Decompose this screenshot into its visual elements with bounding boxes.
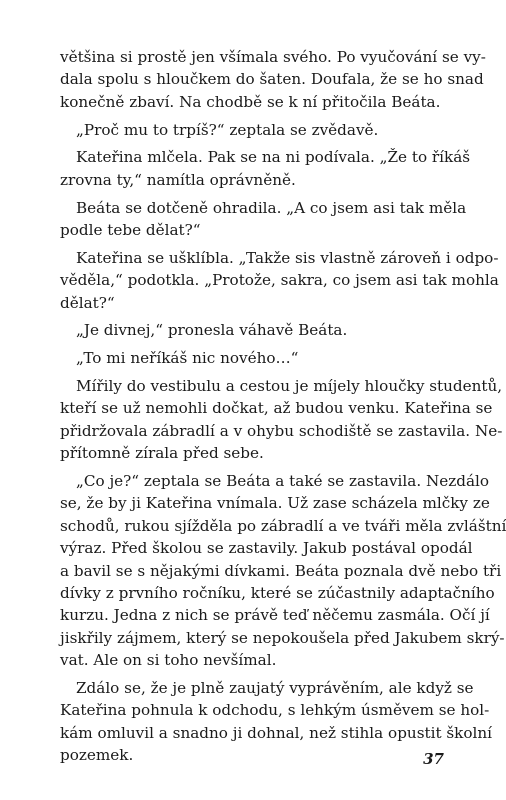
text-line: „Je divnej,“ pronesla váhavě Beáta. [76, 321, 348, 340]
paragraph [60, 46, 486, 113]
text-line: přidržovala zábradlí a v ohybu schodiště se zastavila. Ne- [60, 421, 503, 440]
text-line: kteří se už nemohli dočkat, až budou venku. Kateřina se [60, 399, 493, 418]
text-line: kám omluvil a snadno ji dohnal, než stihla opustit školní [60, 723, 493, 742]
page-body [60, 46, 506, 772]
text-line: konečně zbaví. Na chodbě se k ní přitočila Beáta. [60, 92, 441, 111]
text-line: věděla,“ podotkla. „Protože, sakra, co jsem asi tak mohla [60, 271, 499, 290]
text-line: „Proč mu to trpíš?“ zeptala se zvědavě. [76, 120, 379, 139]
paragraph [60, 319, 444, 341]
text-line: kurzu. Jedna z nich se právě teď něčemu zasmála. Očí jí [60, 606, 490, 625]
text-line: Kateřina mlčela. Pak se na ni podívala. „Že to říkáš [76, 148, 471, 167]
text-line: zrovna ty,“ namítla oprávněně. [60, 170, 296, 189]
paragraph [60, 470, 506, 672]
paragraph [60, 119, 444, 141]
text-line: Mířily do vestibulu a cestou je míjely hloučky studentů, [76, 377, 503, 396]
paragraph [60, 677, 493, 767]
text-line: „To mi neříkáš nic nového…“ [76, 349, 299, 368]
paragraph [60, 146, 471, 191]
text-line: Kateřina se ušklíbla. „Takže sis vlastně zároveň i odpo- [76, 248, 499, 267]
paragraph [60, 247, 499, 314]
text-line: Zdálo se, že je plně zaujatý vyprávěním, ale když se [76, 679, 474, 698]
page-number: 37 [423, 750, 444, 768]
text-line: Kateřina pohnula k odchodu, s lehkým úsměvem se hol- [60, 701, 490, 720]
text-line: a bavil se s nějakými dívkami. Beáta poznala dvě nebo tři [60, 561, 502, 580]
text-line: pozemek. [60, 746, 134, 765]
text-line: Beáta se dotčeně ohradila. „A co jsem asi tak měla [76, 198, 467, 217]
text-line: dělat?“ [60, 293, 115, 312]
paragraph [60, 375, 503, 465]
text-line: přítomně zírala před sebe. [60, 444, 264, 463]
text-line: dívky z prvního ročníku, které se zúčastnily adaptačního [60, 584, 495, 603]
text-line: vat. Ale on si toho nevšímal. [60, 651, 277, 670]
text-line: většina si prostě jen všímala svého. Po vyučování se vy- [60, 48, 486, 66]
paragraph [60, 197, 467, 242]
text-line: se, že by ji Kateřina vnímala. Už zase scházela mlčky ze [60, 494, 490, 513]
paragraph [60, 347, 444, 369]
text-line: jiskřily zájmem, který se nepokoušela před Jakubem skrý- [60, 628, 505, 647]
text-line: „Co je?“ zeptala se Beáta a také se zastavila. Nezdálo [76, 472, 490, 491]
text-line: výraz. Před školou se zastavily. Jakub postával opodál [60, 539, 473, 558]
text-line: dala spolu s hloučkem do šaten. Doufala, že se ho snad [60, 70, 484, 89]
text-line: schodů, rukou sjížděla po zábradlí a ve tváři měla zvláštní [60, 516, 506, 535]
text-line: podle tebe dělat?“ [60, 221, 201, 240]
